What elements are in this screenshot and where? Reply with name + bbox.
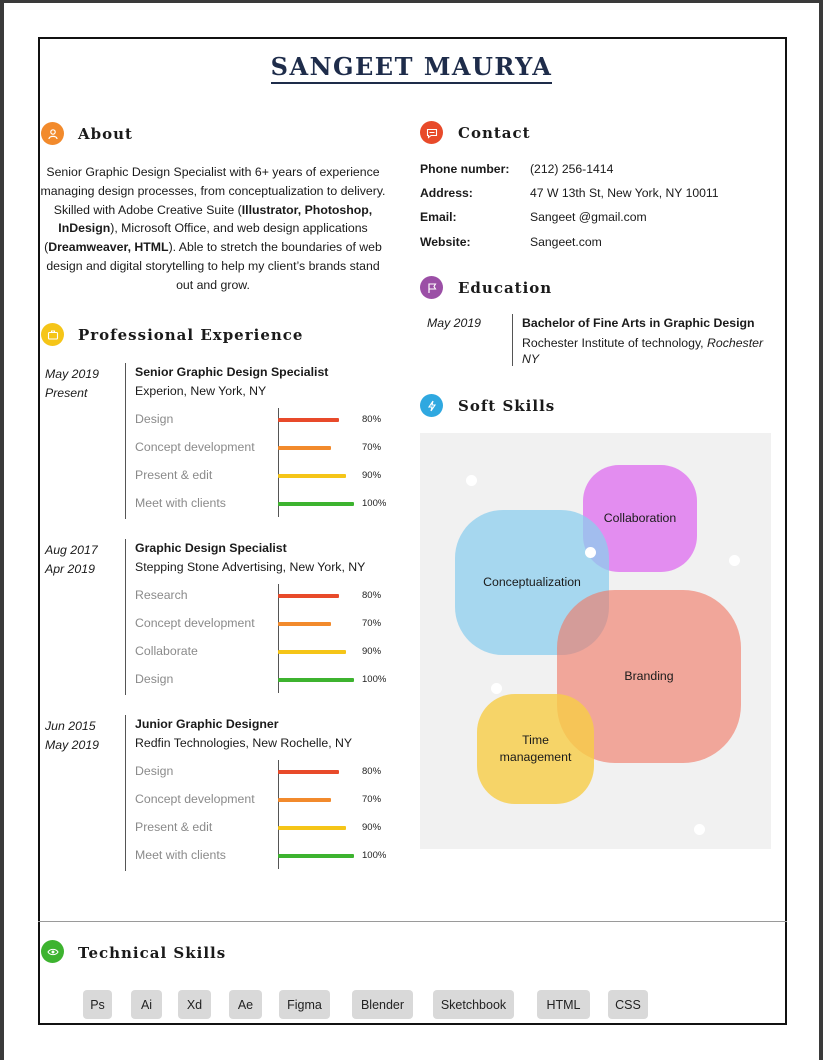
skill-bar (278, 594, 339, 598)
about-text-segment: ), Microsoft Office, and web design applications ( (44, 221, 368, 255)
decor-dot (585, 547, 596, 558)
job-title: Junior Graphic Designer (135, 717, 279, 731)
tech-skill-chip: HTML (537, 990, 590, 1019)
decor-dot (466, 475, 477, 486)
skill-label: Present & edit (135, 468, 213, 482)
skill-bar (278, 474, 346, 478)
about-text-segment: Senior Graphic Design Specialist with 6+ years of experience managing design processes, from conceptualization to delivery. Skilled with Adobe Creative Suite ( (40, 165, 386, 217)
education-heading: Education (458, 279, 553, 297)
skill-label: Concept development (135, 792, 255, 806)
lightning-icon (420, 394, 443, 417)
tech-skill-chip: Ai (131, 990, 162, 1019)
soft-skill-collaboration: Collaboration (583, 465, 697, 572)
soft-skill-branding: Branding (557, 590, 741, 763)
experience-heading: Professional Experience (78, 326, 304, 344)
candidate-name: SANGEET MAURYA (0, 52, 823, 81)
skill-bar (278, 854, 354, 858)
soft-skills-heading: Soft Skills (458, 397, 556, 415)
soft-skill-time-management: Time management (477, 694, 594, 804)
skill-percent: 100% (362, 850, 387, 861)
skill-percent: 80% (362, 414, 382, 425)
about-text-segment: Illustrator, Photoshop, InDesign (58, 202, 373, 236)
skill-bar (278, 650, 346, 654)
tech-skill-chip: Ae (229, 990, 262, 1019)
job-date-start: May 2019 (45, 367, 100, 381)
job-company: Redfin Technologies, New Rochelle, NY (135, 736, 353, 750)
tech-skill-chip: CSS (608, 990, 648, 1019)
skill-label: Design (135, 764, 174, 778)
education-date: May 2019 (427, 316, 482, 330)
skill-label: Design (135, 672, 174, 686)
skill-bar (278, 622, 331, 626)
skill-bar-axis (278, 584, 279, 693)
section-divider (38, 921, 787, 922)
skill-percent: 70% (362, 442, 382, 453)
skill-percent: 80% (362, 590, 382, 601)
job-date-end: Present (45, 386, 88, 400)
briefcase-icon (41, 323, 64, 346)
job-date-end: May 2019 (45, 738, 100, 752)
skill-percent: 100% (362, 498, 387, 509)
eye-icon (41, 940, 64, 963)
job-timeline-line (125, 363, 126, 519)
education-timeline-line (512, 314, 513, 366)
job-date-end: Apr 2019 (45, 562, 95, 576)
about-heading: About (78, 125, 133, 143)
skill-bar-axis (278, 408, 279, 517)
skill-bar (278, 798, 331, 802)
skill-percent: 90% (362, 822, 382, 833)
job-company: Experion, New York, NY (135, 384, 267, 398)
tech-skill-chip: Blender (352, 990, 413, 1019)
skill-bar (278, 678, 354, 682)
job-title: Graphic Design Specialist (135, 541, 287, 555)
flag-icon (420, 276, 443, 299)
skill-bar (278, 418, 339, 422)
tech-skill-chip: Ps (83, 990, 112, 1019)
skill-percent: 70% (362, 618, 382, 629)
skill-label: Design (135, 412, 174, 426)
about-text-segment: Dreamweaver, HTML (48, 240, 169, 255)
skill-label: Concept development (135, 616, 255, 630)
job-date-start: Jun 2015 (45, 719, 96, 733)
education-school: Rochester Institute of technology, Rochester NY (522, 336, 764, 366)
job-title: Senior Graphic Design Specialist (135, 365, 329, 379)
tech-skill-chip: Sketchbook (433, 990, 514, 1019)
skill-percent: 80% (362, 766, 382, 777)
about-text-segment: ). Able to stretch the boundaries of web design and digital storytelling to help my client’s brands stand out and grow. (46, 240, 382, 292)
skill-label: Present & edit (135, 820, 213, 834)
about-paragraph (40, 163, 386, 295)
education-degree: Bachelor of Fine Arts in Graphic Design (522, 316, 755, 330)
skill-percent: 70% (362, 794, 382, 805)
technical-skills-heading: Technical Skills (78, 944, 227, 962)
job-company: Stepping Stone Advertising, New York, NY (135, 560, 366, 574)
skill-bar-axis (278, 760, 279, 869)
contact-heading: Contact (458, 124, 531, 142)
skill-label: Collaborate (135, 644, 198, 658)
skill-bar (278, 770, 339, 774)
skill-label: Meet with clients (135, 496, 226, 510)
skill-bar (278, 446, 331, 450)
skill-label: Meet with clients (135, 848, 226, 862)
person-icon (41, 122, 64, 145)
tech-skill-chip: Figma (279, 990, 330, 1019)
skill-bar (278, 502, 354, 506)
skill-label: Concept development (135, 440, 255, 454)
soft-skill-conceptualization: Conceptualization (455, 510, 609, 655)
decor-dot (694, 824, 705, 835)
skill-percent: 90% (362, 646, 382, 657)
job-timeline-line (125, 539, 126, 695)
job-timeline-line (125, 715, 126, 871)
decor-dot (729, 555, 740, 566)
job-date-start: Aug 2017 (45, 543, 98, 557)
job-dates (45, 717, 99, 755)
chat-icon (420, 121, 443, 144)
skill-percent: 100% (362, 674, 387, 685)
decor-dot (491, 683, 502, 694)
skill-bar (278, 826, 346, 830)
job-dates (45, 365, 99, 403)
tech-skill-chip: Xd (178, 990, 211, 1019)
skill-label: Research (135, 588, 188, 602)
job-dates (45, 541, 98, 579)
skill-percent: 90% (362, 470, 382, 481)
